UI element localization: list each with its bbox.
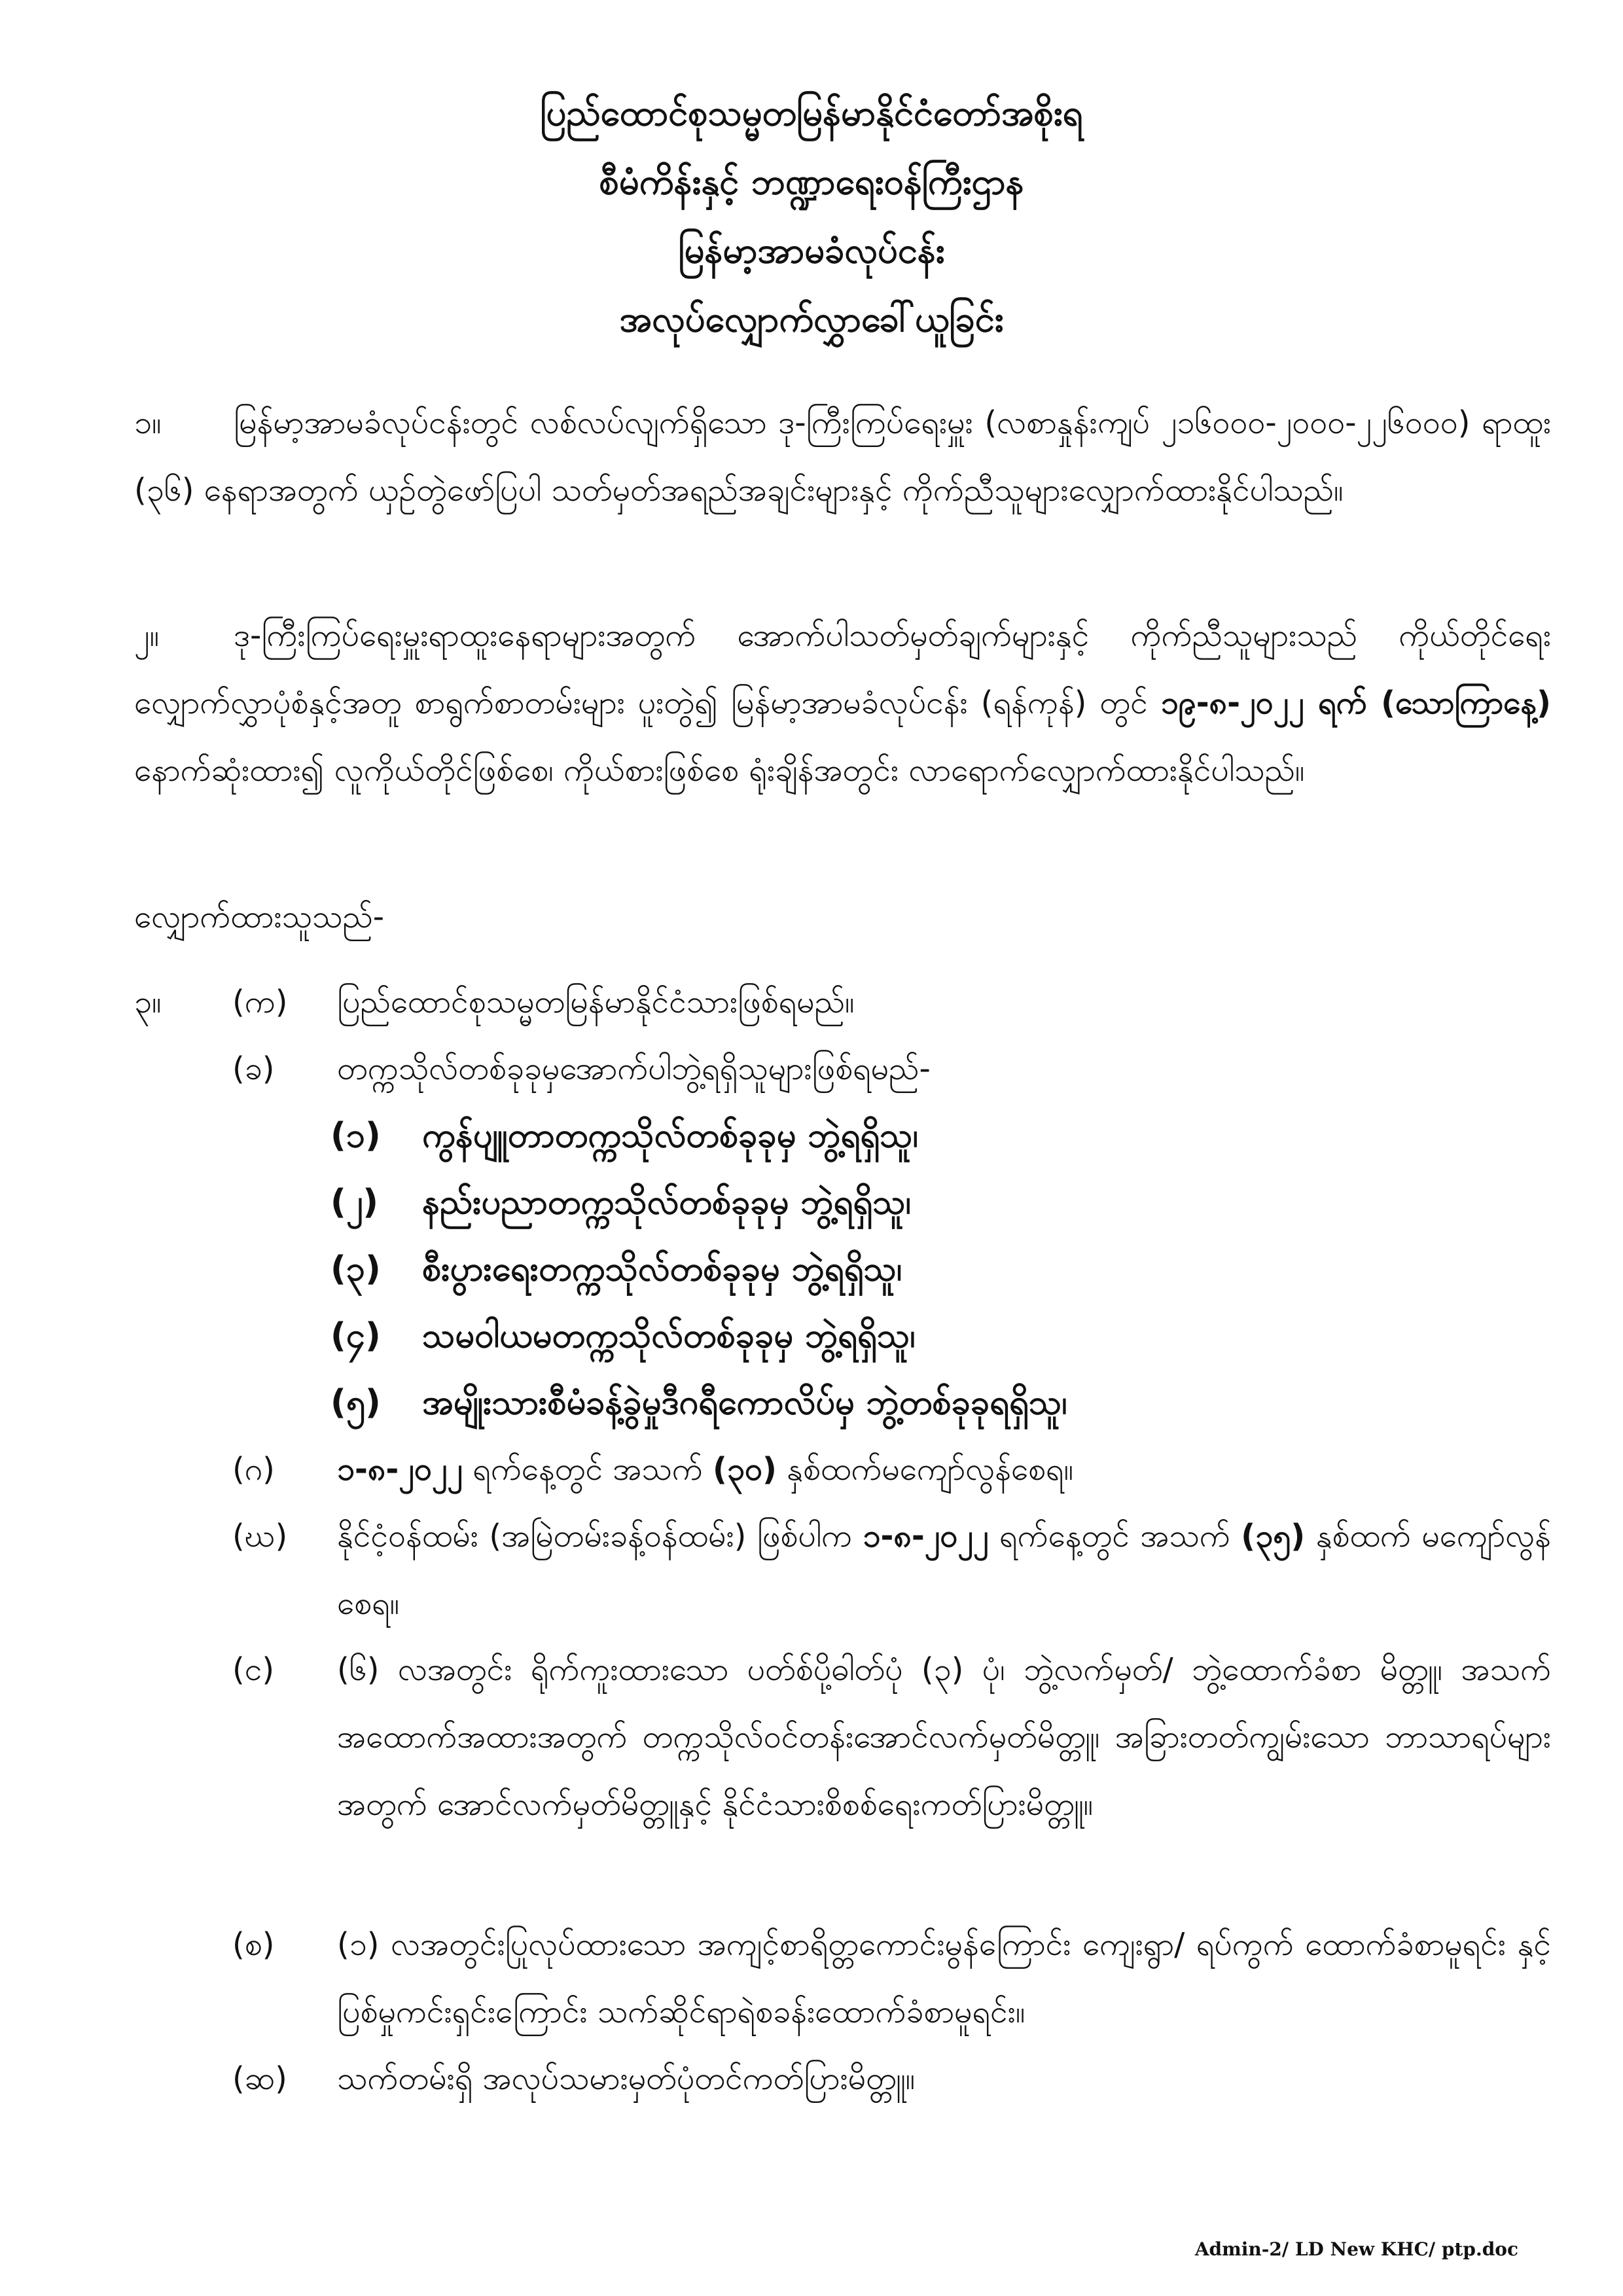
item-f-mark: (စ) [232,1926,275,1963]
degree-number: (၁) [330,1116,381,1155]
age-reference-date: ၁-၈-၂၀၂၂ [863,1518,989,1554]
item-g-mark: (ဆ) [232,2060,287,2097]
paragraph-2-number: ၂။ [134,617,160,654]
degree-item [330,1102,918,1170]
item-d-text-3: နှစ်ထက် မကျော်လွန်စေရ။ [337,1518,1551,1622]
header-organization: မြန်မာ့အာမခံလုပ်ငန်း [678,230,945,271]
item-c-text-2: နှစ်ထက်မကျော်လွန်စေရ။ [787,1451,1074,1488]
item-f-text: (၁) လအတွင်းပြုလုပ်ထားသော အကျင့်စာရိတ္တကောင်းမွန်ကြောင်း ကျေးရွာ/ ရပ်ကွက် ထောက်ခံစာမူရင်း နှင့် ပြစ်မှုကင်းရှင်းကြောင်း သက်ဆိုင်ရာရဲစခန်းထောက်ခံစာမူရင်း။ [337,1926,1551,2030]
item-c-text [337,1436,1551,1503]
header-title: အလုပ်လျှောက်လွှာခေါ်ယူခြင်း [619,298,1004,340]
item-g-text: သက်တမ်းရှိ အလုပ်သမားမှတ်ပုံတင်ကတ်ပြားမိတ္တူ။ [337,2060,916,2097]
item-d-text-2: ရက်နေ့တွင် အသက် [999,1518,1230,1554]
item-d-mark: (ဃ) [232,1518,288,1554]
item-a-mark: (က) [232,984,288,1020]
degree-item [330,1369,1067,1437]
degree-text: သမဝါယမတက္ကသိုလ်တစ်ခုခုမှ ဘွဲ့ရရှိသူ၊ [422,1316,916,1355]
degree-text: ကွန်ပျူတာတက္ကသိုလ်တစ်ခုခုမှ ဘွဲ့ရရှိသူ၊ [422,1116,918,1155]
item-c-text-1: ရက်နေ့တွင် အသက် [473,1451,703,1488]
degree-number: (၃) [330,1249,381,1289]
section-3-number: ၃။ [134,984,162,1020]
paragraph-1-number: ၁။ [134,404,162,441]
item-d-text [337,1503,1551,1638]
item-c-mark: (ဂ) [232,1451,275,1488]
document-header [0,79,1623,353]
item-a-text: ပြည်ထောင်စုသမ္မတမြန်မာနိုင်ငံသားဖြစ်ရမည်။ [337,984,855,1020]
item-e-text: (၆) လအတွင်း ရိုက်ကူးထားသော ပတ်စ်ပို့ဓါတ်ပုံ (၃) ပုံ၊ ဘွဲ့လက်မှတ်/ ဘွဲ့ထောက်ခံစာ မိတ္တူ၊ အသက်အထောက်အထားအတွက် တက္ကသိုလ်ဝင်တန်းအောင်လက်မှတ်မိတ္တူ၊ အခြားတတ်ကျွမ်းသော ဘာသာရပ်များအတွက် အောင်လက်မှတ်မိတ္တူနှင့် နိုင်ငံသားစိစစ်ရေးကတ်ပြားမိတ္တူ။ [337,1651,1551,1823]
paragraph-1-text: မြန်မာ့အာမခံလုပ်ငန်းတွင် လစ်လပ်လျက်ရှိသော ဒု-ကြီးကြပ်ရေးမှူး (လစာနှုန်းကျပ် ၂၁၆၀၀၀-၂၀၀၀-၂၂၆၀၀၀) ရာထူး (၃၆) နေရာအတွက် ယှဉ်တွဲဖော်ပြပါ သတ်မှတ်အရည်အချင်းများနှင့် ကိုက်ညီသူများလျှောက်ထားနိုင်ပါသည်။ [134,404,1551,509]
degree-text: နည်းပညာတက္ကသိုလ်တစ်ခုခုမှ ဘွဲ့ရရှိသူ၊ [422,1183,911,1222]
paragraph-2-text-a: ဒု-ကြီးကြပ်ရေးမှူးရာထူးနေရာများအတွက် အောက်ပါသတ်မှတ်ချက်များနှင့် ကိုက်ညီသူများသည် ကိုယ်တိုင်ရေးလျှောက်လွှာပုံစံနှင့်အတူ စာရွက်စာတမ်းများ ပူးတွဲ၍ မြန်မာ့အာမခံလုပ်ငန်း (ရန်ကုန်) တွင် [134,617,1551,721]
item-e-mark: (င) [232,1651,275,1688]
age-reference-date: ၁-၈-၂၀၂၂ [337,1451,463,1488]
degree-text: စီးပွားရေးတက္ကသိုလ်တစ်ခုခုမှ ဘွဲ့ရရှိသူ၊ [422,1249,902,1289]
item-b-text: တက္ကသိုလ်တစ်ခုခုမှအောက်ပါဘွဲ့ရရှိသူများဖြစ်ရမည်- [337,1050,931,1087]
paragraph-2-text-b: နောက်ဆုံးထား၍ လူကိုယ်တိုင်ဖြစ်စေ၊ ကိုယ်စားဖြစ်စေ ရုံးချိန်အတွင်း လာရောက်လျှောက်ထားနိုင်ပါသည်။ [134,752,1305,789]
degree-number: (၅) [330,1383,381,1422]
degree-item [330,1236,902,1303]
degree-number: (၂) [330,1183,379,1222]
degree-number: (၄) [330,1316,381,1355]
item-d-text-1: နိုင်ငံ့ဝန်ထမ်း (အမြဲတမ်းခန့်ဝန်ထမ်း) ဖြစ်ပါက [337,1518,852,1554]
paragraph-1 [134,389,1551,524]
max-age: (၃၀) [713,1451,777,1488]
header-government: ပြည်ထောင်စုသမ္မတမြန်မာနိုင်ငံတော်အစိုးရ [540,92,1083,134]
degree-item [330,1302,915,1370]
header-ministry: စီမံကိန်းနှင့် ဘဏ္ဍာရေးဝန်ကြီးဌာန [599,161,1024,202]
degree-item [330,1169,911,1236]
max-age-staff: (၃၅) [1241,1518,1306,1554]
deadline-date: ၁၉-၈-၂၀၂၂ ရက် (သောကြာနေ့) [1160,685,1551,721]
degree-text: အမျိုးသားစီမံခန့်ခွဲမှုဒီဂရီကောလိပ်မှ ဘွဲ့တစ်ခုခုရရှိသူ၊ [422,1383,1067,1422]
document-footer-reference: Admin-2/ LD New KHC/ ptp.doc [1194,2238,1518,2260]
paragraph-2 [134,602,1551,804]
item-b-mark: (ခ) [232,1050,275,1087]
applicant-label: လျှောက်ထားသူသည်- [134,899,385,935]
